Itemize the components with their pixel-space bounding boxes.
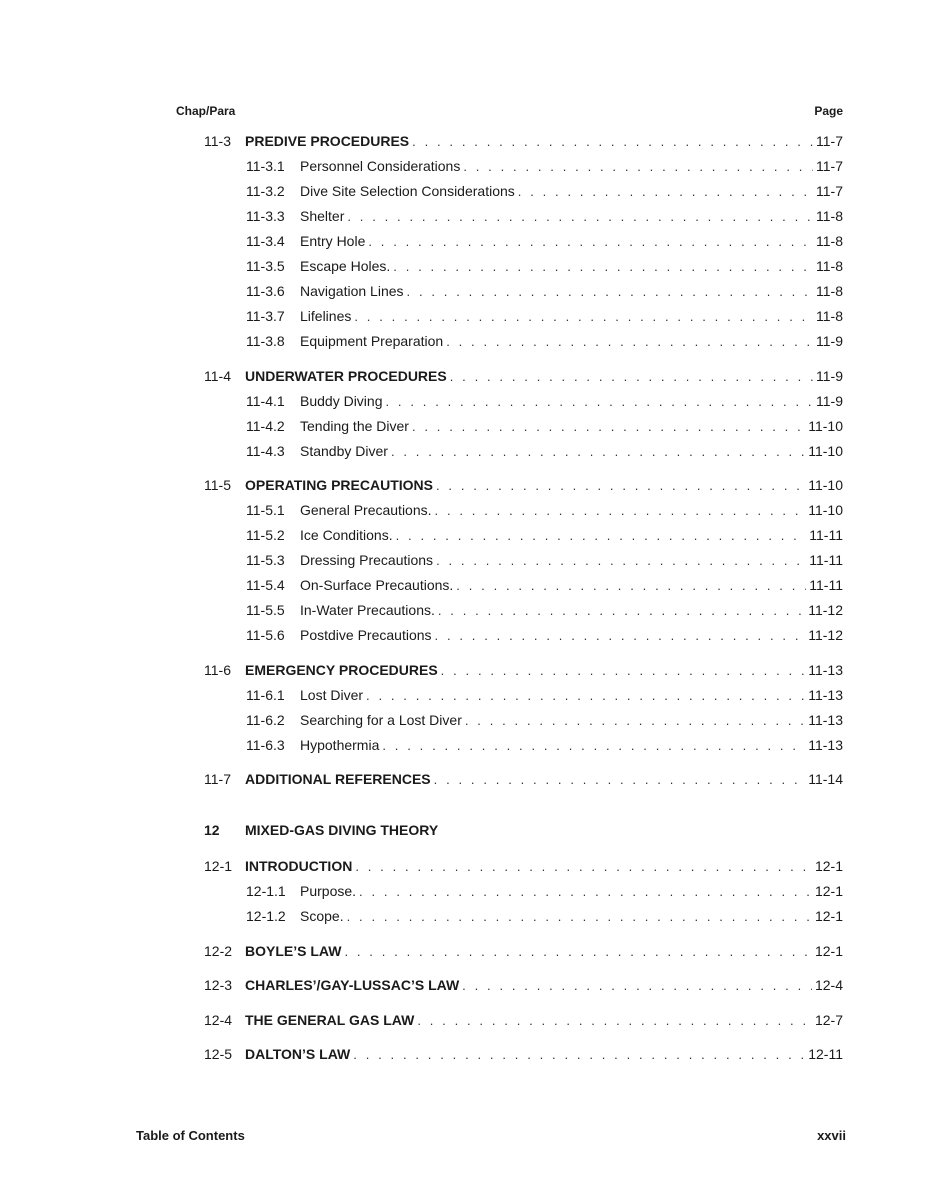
toc-entry-number: 12-2 (204, 942, 233, 959)
toc-subsection-row[interactable] (246, 601, 843, 619)
dot-leader (353, 1046, 805, 1064)
toc-entry-number: 11-6 (204, 661, 231, 678)
toc-entry-title: INTRODUCTION (245, 858, 353, 874)
toc-entry-title: Postdive Precautions (300, 627, 432, 644)
toc-subsection-row[interactable] (246, 626, 843, 644)
dot-leader (382, 737, 805, 755)
toc-entry-number: 11-3.1 (246, 158, 285, 174)
toc-subsection-row[interactable] (246, 232, 843, 250)
toc-subsection-row[interactable] (246, 257, 843, 275)
chapter-number: 12 (204, 822, 220, 838)
toc-entry-number: 11-6.2 (246, 711, 285, 728)
toc-subsection-row[interactable] (246, 711, 843, 729)
toc-subsection-row[interactable] (246, 207, 843, 225)
toc-entry-title: UNDERWATER PROCEDURES (245, 367, 447, 384)
dot-leader (438, 602, 805, 620)
toc-entry-page: 11-8 (816, 258, 843, 274)
toc-section-row[interactable] (204, 1011, 843, 1029)
toc-entry-title: Lost Diver (300, 686, 364, 703)
toc-entry-title: Shelter (300, 208, 345, 224)
toc-entry-number: 11-4.2 (246, 417, 285, 434)
dot-leader (359, 883, 812, 901)
toc-section-row[interactable] (204, 976, 843, 994)
toc-entry-number: 11-5.5 (246, 602, 285, 619)
dot-leader (417, 1012, 812, 1030)
toc-subsection-row[interactable] (246, 282, 843, 300)
toc-entry-title: Equipment Preparation (300, 333, 444, 349)
dot-leader (436, 477, 805, 495)
toc-entry-page: 11-10 (808, 502, 843, 519)
toc-entry-title: Scope. (300, 908, 344, 924)
dot-leader (344, 943, 812, 961)
toc-entry-number: 11-4.1 (246, 392, 285, 409)
toc-entry-page: 12-7 (814, 1011, 843, 1028)
toc-entry-number: 11-7 (204, 771, 231, 788)
dot-leader (412, 418, 805, 436)
toc-section-row[interactable] (204, 942, 843, 960)
dot-leader (412, 133, 813, 151)
dot-leader (435, 502, 806, 520)
toc-section-row[interactable] (204, 661, 843, 679)
toc-entry-page: 11-11 (809, 577, 843, 594)
toc-entry-title: Escape Holes. (300, 258, 391, 274)
toc-section-row[interactable] (204, 367, 843, 385)
toc-section-row[interactable] (204, 857, 843, 875)
toc-entry-page: 11-8 (816, 233, 843, 249)
toc-entry-page: 11-10 (808, 477, 843, 494)
dot-leader (347, 908, 812, 926)
toc-entry-title: Hypothermia (300, 736, 380, 753)
toc-entry-page: 11-13 (808, 711, 843, 728)
toc-entry-number: 11-6.3 (246, 736, 285, 753)
toc-section-row[interactable] (204, 476, 843, 494)
toc-entry-page: 12-1 (814, 883, 843, 899)
toc-subsection-row[interactable] (246, 526, 843, 544)
toc-entry-number: 11-3.6 (246, 283, 285, 299)
toc-entry-page: 11-8 (816, 308, 843, 324)
toc-entry-number: 12-1 (204, 858, 233, 874)
column-header-chap-para: Chap/Para (176, 104, 236, 118)
dot-leader (450, 368, 813, 386)
toc-subsection-row[interactable] (246, 442, 843, 460)
toc-entry-page: 11-7 (816, 133, 843, 149)
toc-entry-title: Entry Hole (300, 233, 366, 249)
footer-title: Table of Contents (136, 1128, 245, 1143)
toc-entry-page: 11-11 (809, 527, 843, 544)
toc-subsection-row[interactable] (246, 417, 843, 435)
dot-leader (435, 627, 806, 645)
toc-entry-number: 12-3 (204, 977, 233, 994)
toc-section-row[interactable] (204, 770, 843, 788)
toc-entry-page: 11-12 (808, 627, 843, 644)
toc-entry-title: OPERATING PRECAUTIONS (245, 477, 433, 494)
toc-entry-page: 11-13 (808, 661, 843, 678)
toc-entry-number: 11-5.3 (246, 552, 285, 569)
footer-page-number: xxvii (817, 1128, 846, 1143)
toc-section-row[interactable] (204, 132, 843, 150)
toc-entry-title: PREDIVE PROCEDURES (245, 133, 410, 149)
dot-leader (518, 183, 813, 201)
toc-entry-page: 11-8 (816, 283, 843, 299)
toc-entry-page: 11-11 (809, 552, 843, 569)
toc-subsection-row[interactable] (246, 501, 843, 519)
dot-leader (391, 443, 805, 461)
toc-subsection-row[interactable] (246, 392, 843, 410)
dot-leader (368, 233, 813, 251)
toc-entry-title: Personnel Considerations (300, 158, 461, 174)
toc-entry-title: CHARLES’/GAY-LUSSAC’S LAW (245, 977, 460, 994)
toc-entry-page: 11-9 (816, 392, 843, 409)
dot-leader (446, 333, 813, 351)
toc-entry-page: 11-12 (808, 602, 843, 619)
toc-subsection-row[interactable] (246, 882, 843, 900)
toc-entry-page: 11-7 (816, 158, 843, 174)
toc-entry-number: 12-1.1 (246, 883, 286, 899)
toc-entry-number: 11-3.4 (246, 233, 285, 249)
toc-entry-number: 11-3 (204, 133, 231, 149)
dot-leader (407, 283, 814, 301)
toc-entry-page: 11-9 (816, 367, 843, 384)
toc-entry-title: On-Surface Precautions. (300, 577, 454, 594)
dot-leader (465, 712, 805, 730)
toc-entry-title: In-Water Precautions. (300, 602, 435, 619)
dot-leader (441, 662, 806, 680)
chapter-title: MIXED-GAS DIVING THEORY (245, 822, 439, 838)
toc-entry-title: THE GENERAL GAS LAW (245, 1011, 415, 1028)
dot-leader (462, 977, 812, 995)
toc-entry-title: Searching for a Lost Diver (300, 711, 462, 728)
toc-subsection-row[interactable] (246, 907, 843, 925)
toc-entry-number: 11-3.7 (246, 308, 285, 324)
toc-entry-page: 12-11 (808, 1046, 843, 1063)
toc-entry-page: 11-10 (808, 442, 843, 459)
toc-entry-title: Purpose. (300, 883, 357, 899)
dot-leader (436, 552, 806, 570)
dot-leader (434, 771, 806, 789)
toc-entry-title: DALTON’S LAW (245, 1046, 351, 1063)
dot-leader (396, 527, 807, 545)
chapter-heading (204, 822, 438, 838)
dot-leader (366, 687, 805, 705)
toc-entry-number: 11-3.3 (246, 208, 285, 224)
toc-entry-title: Dive Site Selection Considerations (300, 183, 515, 199)
toc-entry-page: 11-9 (816, 333, 843, 349)
toc-entry-page: 11-14 (808, 771, 843, 788)
toc-entry-page: 11-10 (808, 417, 843, 434)
dot-leader (463, 158, 813, 176)
dot-leader (354, 308, 813, 326)
toc-entry-page: 12-1 (814, 858, 843, 874)
toc-subsection-row[interactable] (246, 157, 843, 175)
toc-entry-number: 12-4 (204, 1011, 233, 1028)
toc-entry-title: EMERGENCY PROCEDURES (245, 661, 438, 678)
toc-subsection-row[interactable] (246, 686, 843, 704)
toc-entry-number: 11-5.6 (246, 627, 285, 644)
toc-entry-page: 12-1 (814, 942, 843, 959)
toc-entry-title: Tending the Diver (300, 417, 409, 434)
dot-leader (386, 393, 814, 411)
dot-leader (456, 577, 806, 595)
toc-entry-number: 11-5.2 (246, 527, 285, 544)
toc-entry-page: 11-13 (808, 686, 843, 703)
toc-entry-title: Buddy Diving (300, 392, 383, 409)
toc-entry-page: 11-7 (816, 183, 843, 199)
toc-entry-number: 11-5.1 (246, 502, 285, 519)
toc-subsection-row[interactable] (246, 182, 843, 200)
toc-entry-page: 11-13 (808, 736, 843, 753)
toc-entry-title: BOYLE’S LAW (245, 942, 342, 959)
toc-entry-number: 11-5 (204, 477, 231, 494)
toc-subsection-row[interactable] (246, 307, 843, 325)
toc-entry-page: 12-4 (814, 977, 843, 994)
toc-entry-title: Lifelines (300, 308, 352, 324)
toc-entry-title: Ice Conditions. (300, 527, 393, 544)
toc-entry-title: ADDITIONAL REFERENCES (245, 771, 431, 788)
toc-entry-number: 12-5 (204, 1046, 233, 1063)
toc-subsection-row[interactable] (246, 736, 843, 754)
toc-entry-title: General Precautions. (300, 502, 432, 519)
toc-entry-number: 11-3.5 (246, 258, 285, 274)
toc-entry-number: 11-4 (204, 367, 231, 384)
toc-entry-number: 11-5.4 (246, 577, 285, 594)
toc-entry-number: 12-1.2 (246, 908, 286, 924)
toc-subsection-row[interactable] (246, 551, 843, 569)
toc-entry-page: 11-8 (816, 208, 843, 224)
dot-leader (393, 258, 813, 276)
toc-entry-title: Dressing Precautions (300, 552, 434, 569)
column-header-page: Page (814, 104, 843, 118)
toc-entry-number: 11-6.1 (246, 686, 285, 703)
toc-entry-title: Navigation Lines (300, 283, 404, 299)
toc-subsection-row[interactable] (246, 332, 843, 350)
toc-entry-number: 11-3.8 (246, 333, 285, 349)
toc-entry-page: 12-1 (814, 908, 843, 924)
dot-leader (355, 858, 812, 876)
toc-entry-title: Standby Diver (300, 442, 388, 459)
toc-subsection-row[interactable] (246, 576, 843, 594)
toc-entry-number: 11-4.3 (246, 442, 285, 459)
toc-entry-number: 11-3.2 (246, 183, 285, 199)
toc-section-row[interactable] (204, 1045, 843, 1063)
dot-leader (347, 208, 813, 226)
